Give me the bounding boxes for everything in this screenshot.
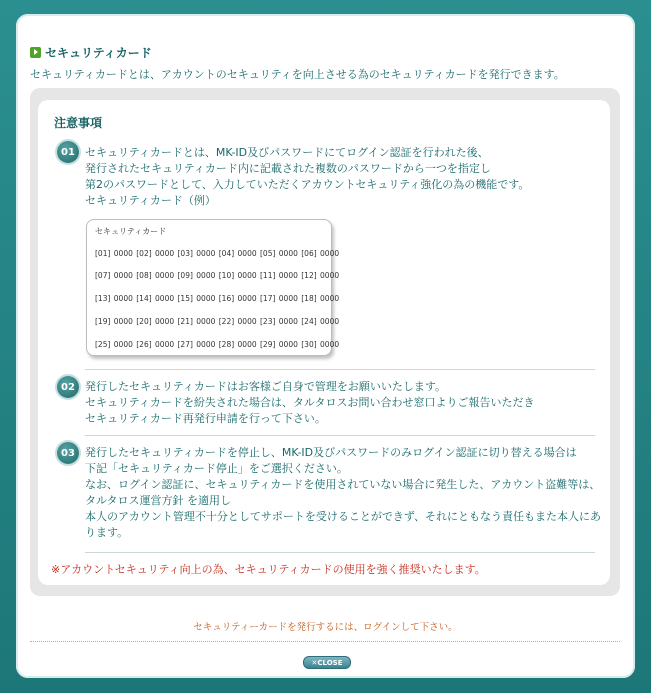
note-item-02 [85,379,534,427]
note-line: 下記「セキュリティカード停止」をご選択ください。 [85,462,348,475]
divider [85,552,595,553]
note-line: 発行したセキュリティカードはお客様ご自身で管理をお願いいたします。 [85,380,447,393]
sample-card-row: [01] 0000 [02] 0000 [03] 0000 [04] 0000 [05] 0000 [06] 0000 [95,249,340,258]
footer-divider [30,641,620,642]
sample-card-row: [19] 0000 [20] 0000 [21] 0000 [22] 0000 [23] 0000 [24] 0000 [95,317,340,326]
number-badge-02: 02 [57,376,79,398]
login-required-message: セキュリティーカードを発行するには、ログインして下さい。 [193,622,458,633]
note-line: 第2のパスワードとして、入力していただくアカウントセキュリティ強化の為の機能です。 [85,178,530,191]
intro-text: セキュリティカードとは、アカウントのセキュリティを向上させる為のセキュリティカードを発行できます。 [30,68,565,81]
number-badge-03: 03 [57,442,79,464]
note-line: セキュリティカードとは、MK-ID及びパスワードにてログイン認証を行われた後、 [85,146,489,159]
sample-card-row: [07] 0000 [08] 0000 [09] 0000 [10] 0000 [11] 0000 [12] 0000 [95,271,340,280]
note-line: セキュリティカードを紛失された場合は、タルタロスお問い合わせ窓口よりご報告いただき [85,396,535,409]
note-item-01 [85,145,529,209]
note-line: セキュリティカード再発行申請を行って下さい。 [85,412,326,425]
divider [85,435,595,436]
note-line: セキュリティカード（例） [85,194,216,207]
note-line: 本人のアカウント管理不十分としてサポートを受けることができず、それにともなう責任もまた本人にあ [85,510,602,523]
number-badge-01: 01 [57,141,79,163]
note-line: 発行されたセキュリティカード内に記載された複数のパスワードから一つを指定し [85,162,491,175]
security-card-sample [86,219,340,356]
page-title: セキュリティカード [45,45,152,60]
recommendation-warning: ※アカウントセキュリティ向上の為、セキュリティカードの使用を強く推奨いたします。 [51,563,486,576]
close-button[interactable]: ✕CLOSE [303,656,351,669]
note-line: 発行したセキュリティカードを停止し、MK-ID及びパスワードのみログイン認証に切り替える場合は [85,446,577,459]
divider [85,369,595,370]
page-header [30,44,152,60]
arrow-right-icon [30,47,41,58]
notes-title: 注意事項 [54,116,103,130]
sample-card-row: [13] 0000 [14] 0000 [15] 0000 [16] 0000 [17] 0000 [18] 0000 [95,294,340,303]
note-line: タルタロス運営方針 を適用し [85,494,232,507]
sample-card-row: [25] 0000 [26] 0000 [27] 0000 [28] 0000 [29] 0000 [30] 0000 [95,340,340,349]
note-line: ります。 [85,526,129,539]
note-item-03 [85,445,601,541]
sample-card-title: セキュリティカード [95,227,167,236]
note-line: なお、ログイン認証に、セキュリティカードを使用されていない場合に発生した、アカウント盗難等は、 [85,478,601,491]
